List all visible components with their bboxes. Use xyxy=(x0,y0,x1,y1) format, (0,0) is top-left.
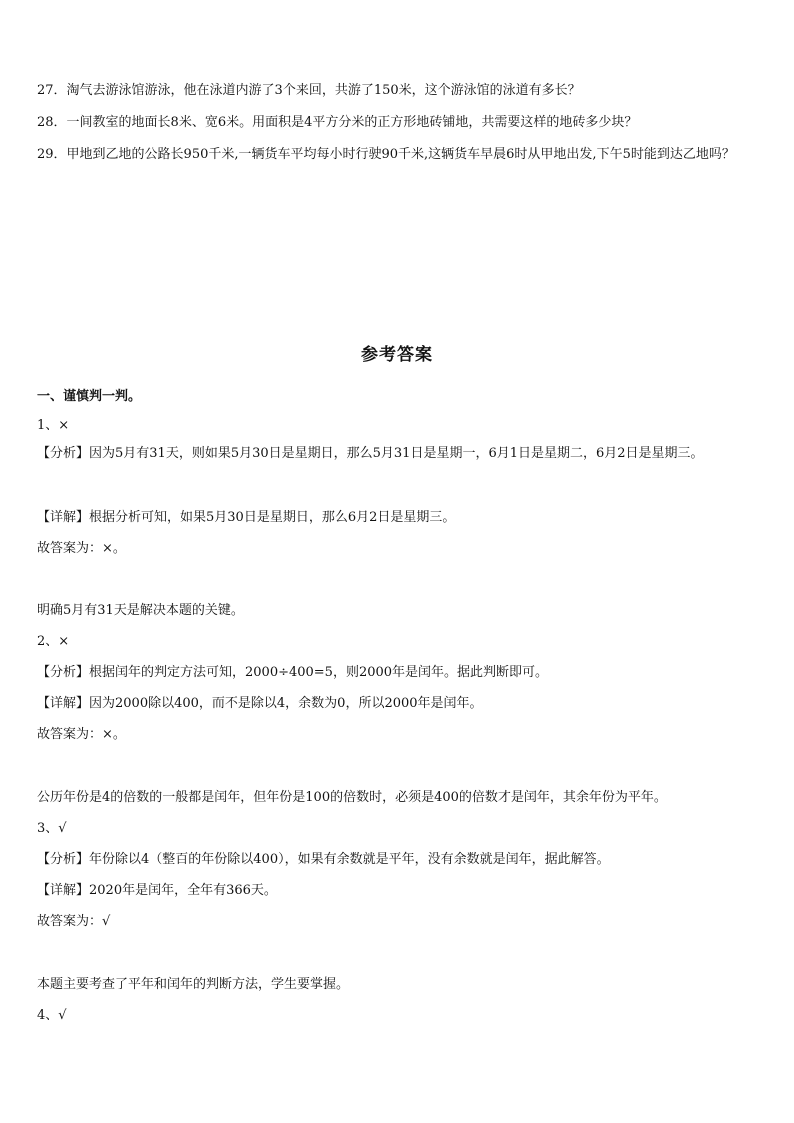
answer-3-result: 故答案为：√ xyxy=(37,914,111,929)
answer-2-result: 故答案为：×。 xyxy=(37,727,126,742)
question-27: 27．淘气去游泳馆游泳，他在泳道内游了3个来回，共游了150米，这个游泳馆的泳道有多长？ xyxy=(37,83,581,98)
answer-1-analysis: 【分析】因为5月有31天，则如果5月30日是星期日，那么5月31日是星期一，6月1日是星期二，6月2日是星期三。 xyxy=(37,446,704,461)
answer-3-note: 本题主要考查了平年和闰年的判断方法，学生要掌握。 xyxy=(37,977,350,992)
question-28: 28．一间教室的地面长8米、宽6米。用面积是4平方分米的正方形地砖铺地，共需要这样的地砖多少块？ xyxy=(37,115,638,130)
question-29: 29．甲地到乙地的公路长950千米,一辆货车平均每小时行驶90千米,这辆货车早晨6时从甲地出发,下午5时能到达乙地吗？ xyxy=(37,147,735,162)
answer-4-label: 4、√ xyxy=(37,1008,67,1023)
answer-1-result: 故答案为：×。 xyxy=(37,541,126,556)
section-heading: 一、谨慎判一判。 xyxy=(37,389,142,404)
answer-1-note: 明确5月有31天是解决本题的关键。 xyxy=(37,603,244,618)
answer-1-detail: 【详解】根据分析可知，如果5月30日是星期日，那么6月2日是星期三。 xyxy=(37,510,456,525)
answer-3-label: 3、√ xyxy=(37,821,67,836)
answers-title: 参考答案 xyxy=(361,345,433,365)
answer-2-note: 公历年份是4的倍数的一般都是闰年，但年份是100的倍数时，必须是400的倍数才是闰年，其余年份为平年。 xyxy=(37,790,667,805)
answer-2-detail: 【详解】因为2000除以400，而不是除以4，余数为0，所以2000年是闰年。 xyxy=(37,696,483,711)
answer-3-analysis: 【分析】年份除以4（整百的年份除以400），如果有余数就是平年，没有余数就是闰年，据此解答。 xyxy=(37,852,610,867)
answer-2-label: 2、× xyxy=(37,634,70,649)
answer-2-analysis: 【分析】根据闰年的判定方法可知，2000÷400=5，则2000年是闰年。据此判断即可。 xyxy=(37,665,549,680)
answer-1-label: 1、× xyxy=(37,418,70,433)
answer-3-detail: 【详解】2020年是闰年，全年有366天。 xyxy=(37,883,277,898)
